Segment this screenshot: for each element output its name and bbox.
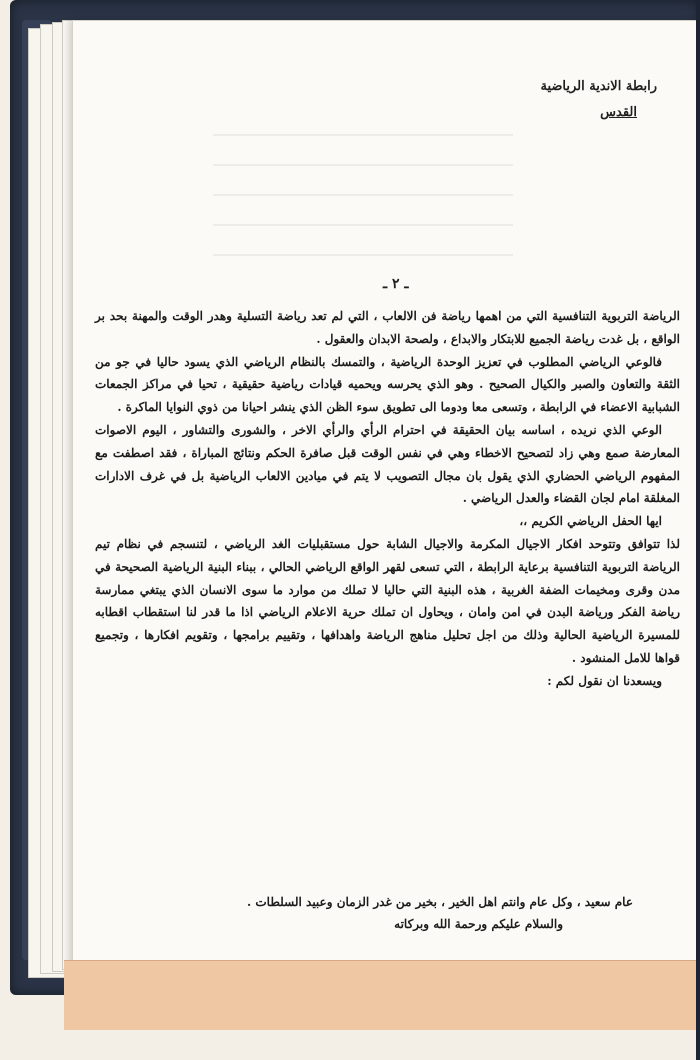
document-page: [72, 20, 698, 965]
closing-block: [113, 891, 633, 935]
letter-body: [95, 305, 680, 693]
city-name: القدس: [600, 105, 637, 120]
paragraph: الرياضة التربوية التنافسية التي من اهمها رياضة فن الالعاب ، التي لم تعد رياضة التسلية وهدر الوقت والمهنة بحد بر الواقع ، بل غدت رياضة الجميع للابتكار والابداع ، ولصحة الابدان والعقول .: [95, 309, 680, 346]
scan-margin: [0, 1030, 700, 1060]
closing-salutation: والسلام عليكم ورحمة الله وبركاته: [394, 917, 563, 931]
orange-backing-sheet: [64, 960, 700, 1030]
paragraph: الوعي الذي نريده ، اساسه بيان الحقيقة في احترام الرأي والرأي الاخر ، والشورى والتشاور ، اليوم الاصوات المعارضة صمع وهي زاد لتصحيح الاخطاء وهي في نفس الوقت قبل صافرة الحكم ونتائج المباراة ، فقد اصطفت مع المفهوم الرياضي الحضاري الذي يقول بان مجال التصويب لا يتم في ميادين الالعاب الرياضية بل في غرف الادارات المغلقة امام لجان القضاء والعدل الرياضي .: [95, 422, 680, 506]
paragraph: ويسعدنا ان نقول لكم :: [547, 673, 662, 688]
closing-greeting: عام سعيد ، وكل عام وانتم اهل الخير ، بخير من غدر الزمان وعبيد السلطات .: [247, 895, 633, 909]
paragraph: لذا تتوافق وتتوحد افكار الاجيال المكرمة والاجيال الشابة حول مستقبليات الغد الرياضي ، لتنسجم في نظام تيم الرياضة التربوية التنافسية برعاية الرابطة ، التي تسعى لقهر الواقع الرياضي الحالي ، ببناء البنية الرياضية الصحيحة في مدن وقرى ومخيمات الضفة الغربية ، هذه البنية التي حاليا لا تملك من موارد ما سوى الانسان الذي يبتغي ممارسة رياضة الفكر ورياضة البدن في امن وامان ، ويحاول ان تملك حرية الاعلام الرياضي اذا ما قدر لنا استقطاب اقطابه للمسيرة الرياضية الحالية وذلك من اجل تحليل مناهج الرياضة واهدافها ، وتقييم برامجها ، وتقويم افكارها ، وتجميع قواها للامل المنشود .: [95, 536, 680, 665]
paragraph: فالوعي الرياضي المطلوب في تعزيز الوحدة الرياضية ، والتمسك بالنظام الرياضي الذي يسود حاليا في جو من الثقة والتعاون والصبر والكيال الصحيح . وهو الذي يحرسه ويحميه قيادات رياضية حقيقية ، تحيا في مراكز الجمعات الشبابية الاعضاء في الرابطة ، وتسعى معا ودوما الى تطويق سوء الظن الذي ينشر احيانا من ذوي النوايا الماكرة .: [95, 354, 680, 415]
organization-name: رابطة الاندية الرياضية: [540, 79, 657, 94]
salutation-heading: ايها الحفل الرياضي الكريم ،،: [519, 514, 662, 529]
page-number: ـ ٢ ـ: [383, 276, 409, 292]
binder-edge: [696, 0, 700, 1060]
show-through-marks: [213, 116, 513, 266]
